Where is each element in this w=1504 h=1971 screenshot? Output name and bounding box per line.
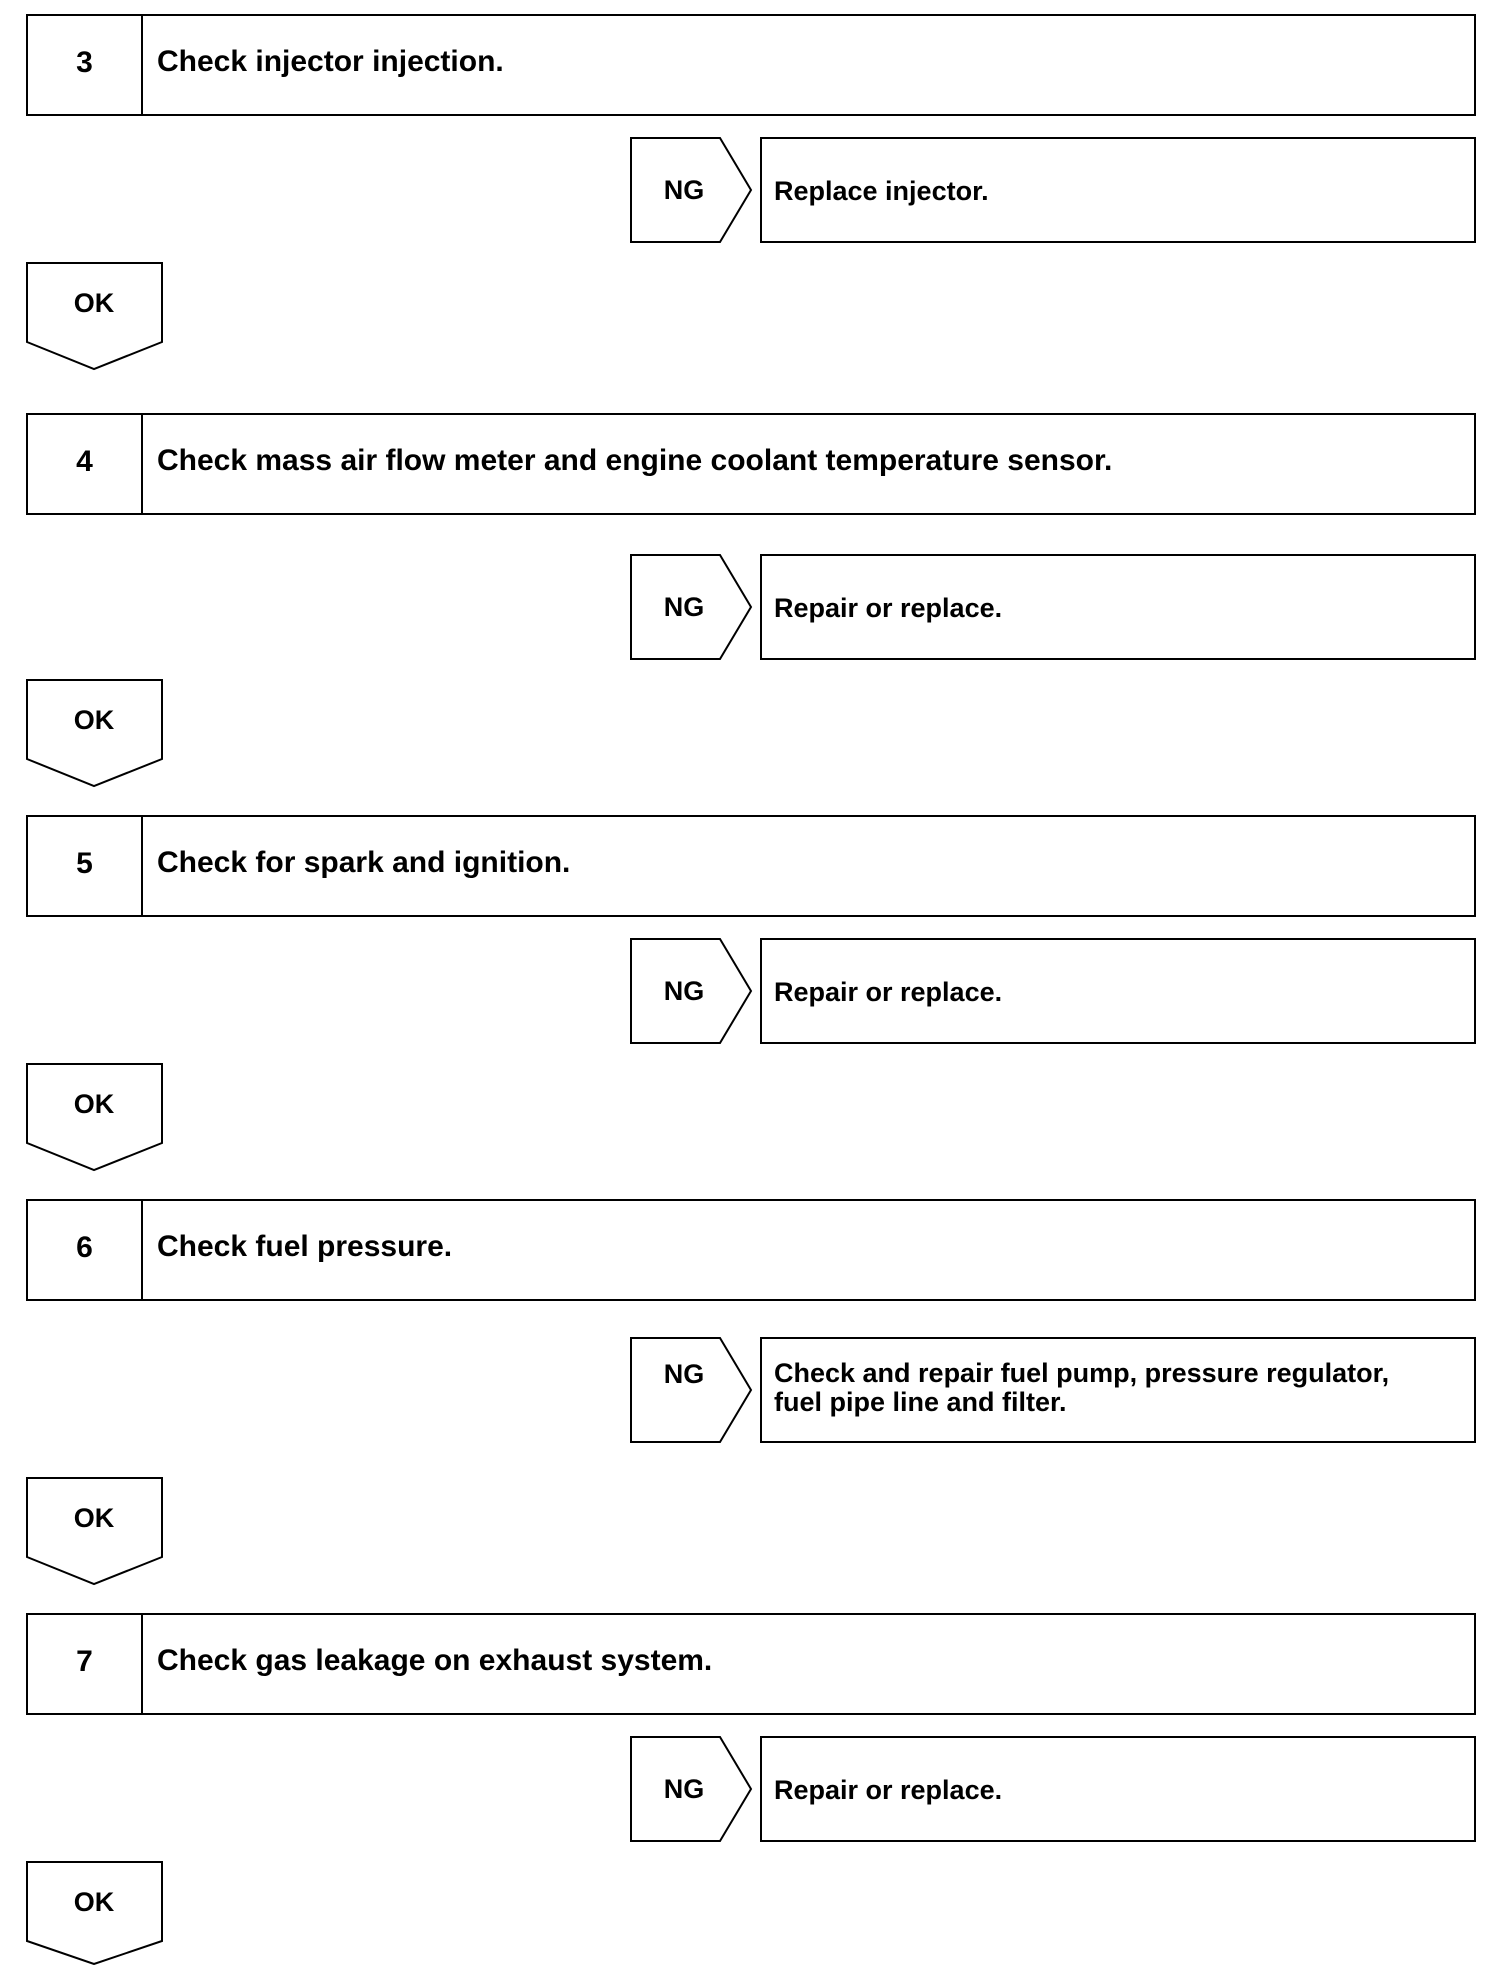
step-title: Check injector injection. <box>157 45 504 78</box>
ok-label: OK <box>73 1887 115 1917</box>
step-title: Check gas leakage on exhaust system. <box>157 1644 713 1677</box>
step-6-box <box>26 1199 1476 1301</box>
ng-label: NG <box>663 1359 705 1389</box>
ng-action-box <box>760 554 1476 660</box>
step-number: 4 <box>28 415 143 513</box>
ng-action-text: Repair or replace. <box>774 977 1003 1007</box>
ng-label: NG <box>663 1774 705 1804</box>
step-number: 7 <box>28 1615 143 1713</box>
step-4-box <box>26 413 1476 515</box>
ng-arrow-tag <box>630 554 756 660</box>
step-number: 3 <box>28 16 143 114</box>
step-title: Check fuel pressure. <box>157 1230 453 1263</box>
ng-action-text-line-2: fuel pipe line and filter. <box>774 1387 1067 1417</box>
ng-arrow-tag <box>630 1337 756 1443</box>
ng-action-text-line-1: Check and repair fuel pump, pressure regulator, <box>774 1358 1390 1388</box>
step-title: Check for spark and ignition. <box>157 846 571 879</box>
step-3-ok-tag <box>26 262 166 372</box>
ng-arrow-tag <box>630 137 756 243</box>
step-6-ok-tag <box>26 1477 166 1587</box>
step-4-ok-tag <box>26 679 166 789</box>
step-7-ok-tag <box>26 1861 166 1971</box>
ok-label: OK <box>73 1089 115 1119</box>
ng-label: NG <box>663 976 705 1006</box>
ng-label: NG <box>663 175 705 205</box>
step-5-ok-tag <box>26 1063 166 1173</box>
ng-action-box <box>760 1736 1476 1842</box>
step-7-ng-branch <box>630 1736 1476 1842</box>
ng-action-text: Repair or replace. <box>774 1775 1003 1805</box>
ng-arrow-tag <box>630 1736 756 1842</box>
ng-action-text: Repair or replace. <box>774 593 1003 623</box>
ng-label: NG <box>663 592 705 622</box>
ok-label: OK <box>73 705 115 735</box>
step-number: 6 <box>28 1201 143 1299</box>
step-5-ng-branch <box>630 938 1476 1044</box>
step-6-ng-branch <box>630 1337 1476 1443</box>
ng-action-text: Replace injector. <box>774 176 989 206</box>
step-title: Check mass air flow meter and engine coolant temperature sensor. <box>157 444 1113 477</box>
ng-action-box <box>760 137 1476 243</box>
ok-label: OK <box>73 1503 115 1533</box>
ng-action-box <box>760 938 1476 1044</box>
ng-action-box <box>760 1337 1476 1443</box>
step-5-box <box>26 815 1476 917</box>
ok-label: OK <box>73 288 115 318</box>
step-7-box <box>26 1613 1476 1715</box>
step-number: 5 <box>28 817 143 915</box>
ng-arrow-tag <box>630 938 756 1044</box>
step-3-ng-branch <box>630 137 1476 243</box>
step-3-box <box>26 14 1476 116</box>
step-4-ng-branch <box>630 554 1476 660</box>
